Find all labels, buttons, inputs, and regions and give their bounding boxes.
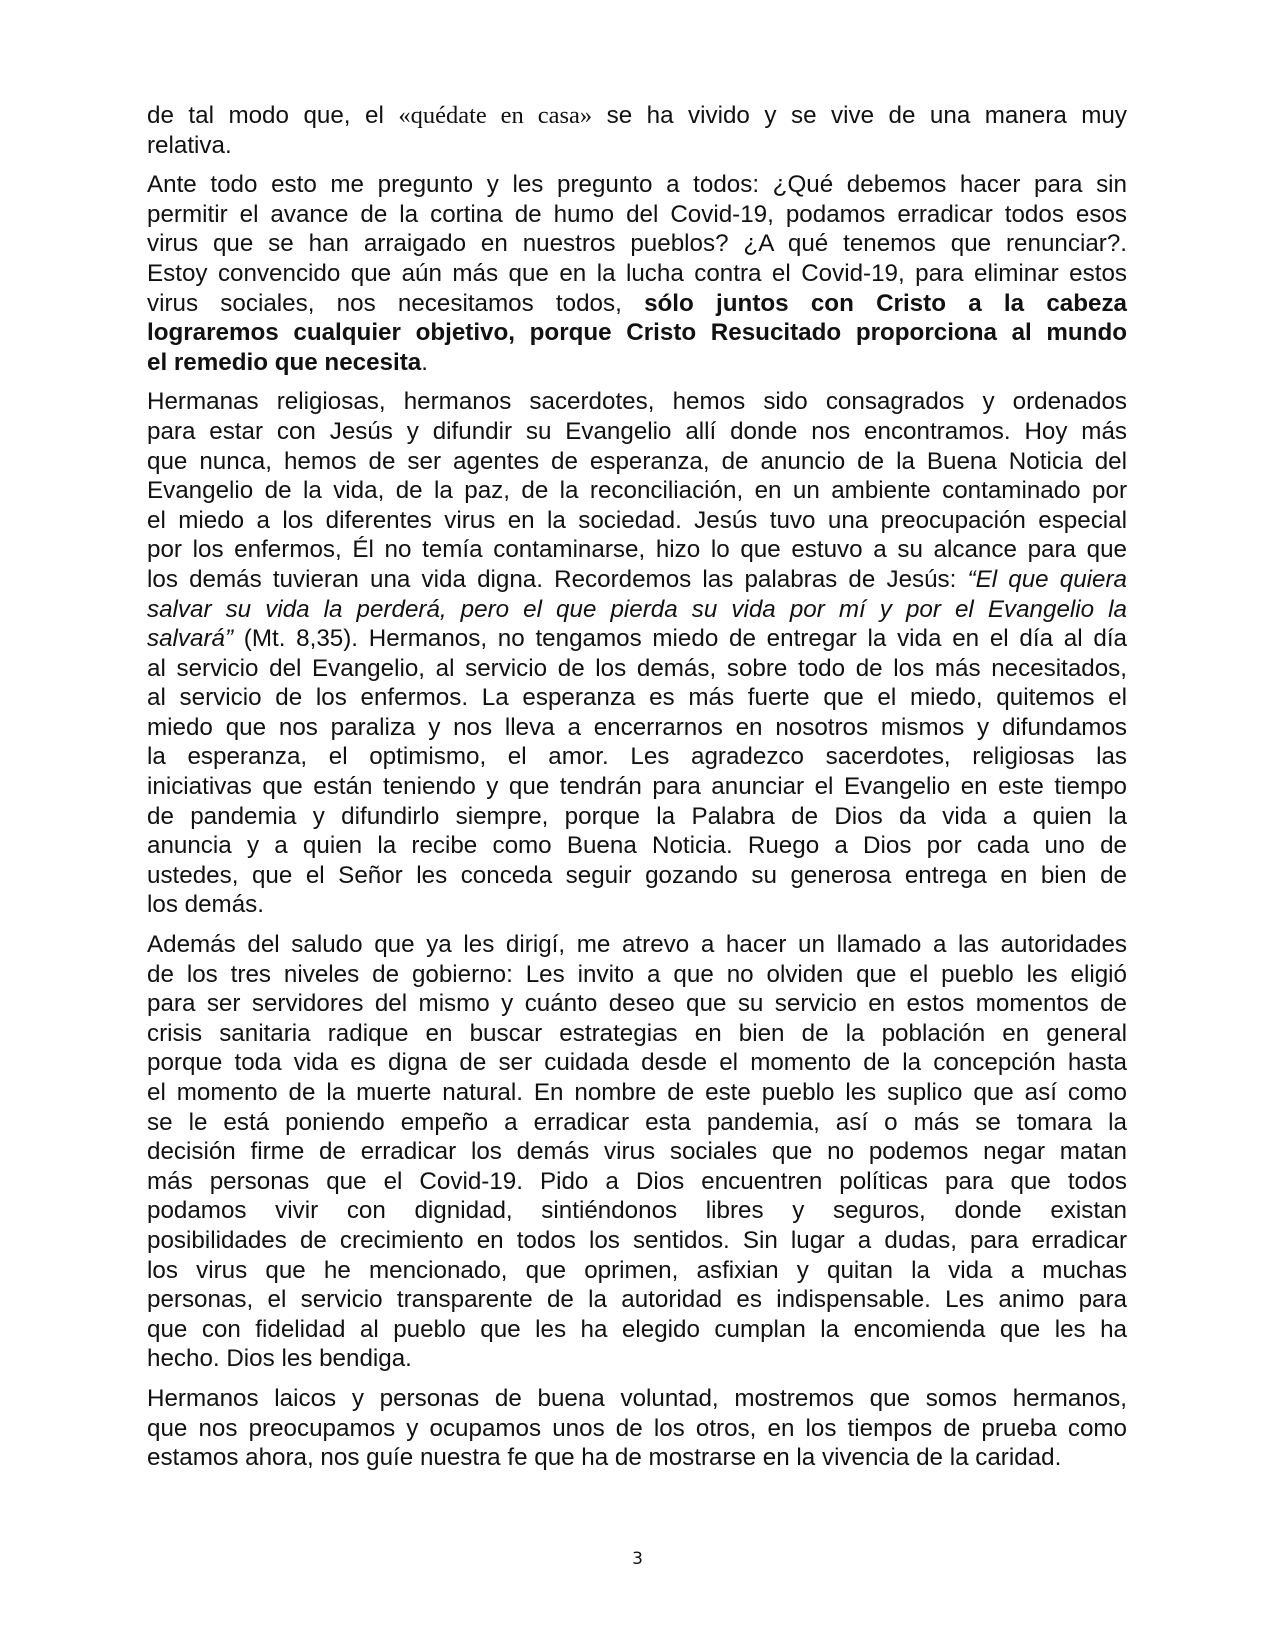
- text-line: [147, 930, 1127, 960]
- text-line: [147, 506, 1127, 536]
- text-line: [147, 831, 1127, 861]
- text-line: [147, 1108, 1127, 1138]
- text-line: [147, 1196, 1127, 1226]
- text-run: virus que se han arraigado en nuestros pueblos? ¿A qué tenemos que renunciar?.: [147, 230, 1127, 258]
- text-run: (Mt. 8,35). Hermanos, no tengamos miedo de entregar la vida en el día al día: [233, 625, 1127, 653]
- text-run: .: [421, 348, 428, 376]
- text-line: [147, 387, 1127, 417]
- text-run: Hermanos laicos y personas de buena voluntad, mostremos que somos hermanos,: [147, 1384, 1127, 1412]
- quote-italic: salvar su vida la perderá, pero el que pierda su vida por mí y por el Evangelio la: [147, 595, 1127, 623]
- text-line: [147, 713, 1127, 743]
- text-run: los virus que he mencionado, que oprimen, asfixian y quitan la vida a muchas: [147, 1256, 1127, 1284]
- quote-italic: salvará”: [147, 625, 234, 653]
- quote-italic: “El que quiera: [967, 565, 1127, 593]
- emphasis-bold: el remedio que necesita: [147, 348, 422, 376]
- text-run: miedo que nos paraliza y nos lleva a encerrarnos en nosotros mismos y difundamos: [147, 713, 1127, 741]
- text-line: [147, 1443, 1127, 1473]
- quoted-phrase: «quédate en casa»: [398, 102, 593, 129]
- text-line: [147, 535, 1127, 565]
- text-run: por los enfermos, Él no temía contaminarse, hizo lo que estuvo a su alcance para que: [147, 536, 1127, 564]
- text-line: [147, 1315, 1127, 1345]
- text-run: se ha vivido y se vive de una manera muy: [592, 102, 1127, 129]
- text-run: Ante todo esto me pregunto y les pregunto a todos: ¿Qué debemos hacer para sin: [147, 171, 1127, 199]
- text-run: al servicio de los enfermos. La esperanza es más fuerte que el miedo, quitemos el: [147, 684, 1127, 712]
- text-run: porque toda vida es digna de ser cuidada desde el momento de la concepción hasta: [147, 1049, 1127, 1077]
- text-line: [147, 1048, 1127, 1078]
- text-run: iniciativas que están teniendo y que tendrán para anunciar el Evangelio en este tiempo: [147, 773, 1127, 801]
- text-run: decisión firme de erradicar los demás virus sociales que no podemos negar matan: [147, 1138, 1127, 1166]
- text-line: [147, 1384, 1127, 1414]
- text-line: [147, 1167, 1127, 1197]
- text-run: el miedo a los diferentes virus en la sociedad. Jesús tuvo una preocupación especial: [147, 506, 1127, 534]
- text-line: [147, 1285, 1127, 1315]
- text-line: [147, 289, 1127, 319]
- text-run: que nunca, hemos de ser agentes de esperanza, de anuncio de la Buena Noticia del: [147, 447, 1127, 475]
- text-line: [147, 1226, 1127, 1256]
- text-line: [147, 1414, 1127, 1444]
- text-line: [147, 683, 1127, 713]
- text-line: [147, 742, 1127, 772]
- text-run: de tal modo que, el: [147, 102, 399, 129]
- text-run: más personas que el Covid-19. Pido a Dios encuentren políticas para que todos: [147, 1167, 1127, 1195]
- text-line: [147, 624, 1127, 654]
- text-run: hecho. Dios les bendiga.: [147, 1345, 412, 1373]
- text-line: [147, 348, 1127, 378]
- text-run: de pandemia y difundirlo siempre, porque la Palabra de Dios da vida a quien la: [147, 802, 1127, 830]
- text-line: [147, 1019, 1127, 1049]
- text-run: para estar con Jesús y difundir su Evangelio allí donde nos encontramos. Hoy más: [147, 417, 1127, 445]
- text-line: [147, 259, 1127, 289]
- text-run: personas, el servicio transparente de la autoridad es indispensable. Les animo para: [147, 1286, 1127, 1314]
- paragraph-4: [147, 930, 1127, 1374]
- body-text: [147, 101, 1127, 1483]
- text-line: [147, 1137, 1127, 1167]
- text-line: [147, 772, 1127, 802]
- text-run: al servicio del Evangelio, al servicio de los demás, sobre todo de los más necesitados,: [147, 654, 1127, 682]
- text-line: [147, 476, 1127, 506]
- paragraph-3: [147, 387, 1127, 920]
- text-line: [147, 654, 1127, 684]
- text-line: [147, 318, 1127, 348]
- text-line: [147, 802, 1127, 832]
- text-run: los demás tuvieran una vida digna. Recordemos las palabras de Jesús:: [147, 565, 968, 593]
- text-line: [147, 960, 1127, 990]
- emphasis-bold: sólo juntos con Cristo a la cabeza: [644, 289, 1127, 317]
- text-run: posibilidades de crecimiento en todos los sentidos. Sin lugar a dudas, para erradicar: [147, 1226, 1127, 1254]
- text-line: [147, 1078, 1127, 1108]
- text-line: [147, 565, 1127, 595]
- text-line: [147, 101, 1127, 131]
- text-run: podamos vivir con dignidad, sintiéndonos libres y seguros, donde existan: [147, 1197, 1127, 1225]
- text-run: que nos preocupamos y ocupamos unos de los otros, en los tiempos de prueba como: [147, 1414, 1127, 1442]
- text-run: Hermanas religiosas, hermanos sacerdotes, hemos sido consagrados y ordenados: [147, 388, 1127, 416]
- text-line: [147, 1344, 1127, 1374]
- text-run: crisis sanitaria radique en buscar estrategias en bien de la población en general: [147, 1019, 1127, 1047]
- page-number: 3: [632, 1549, 643, 1569]
- text-line: [147, 447, 1127, 477]
- text-line: [147, 417, 1127, 447]
- paragraph-5: [147, 1384, 1127, 1473]
- text-run: para ser servidores del mismo y cuánto deseo que su servicio en estos momentos de: [147, 990, 1127, 1018]
- text-run: estamos ahora, nos guíe nuestra fe que ha de mostrarse en la vivencia de la caridad.: [147, 1444, 1062, 1472]
- text-run: relativa.: [147, 131, 232, 159]
- text-line: [147, 131, 1127, 161]
- text-run: los demás.: [147, 891, 264, 919]
- text-line: [147, 890, 1127, 920]
- text-run: anuncia y a quien la recibe como Buena Noticia. Ruego a Dios por cada uno de: [147, 832, 1127, 860]
- text-run: el momento de la muerte natural. En nombre de este pueblo les suplico que así como: [147, 1079, 1127, 1106]
- emphasis-bold: lograremos cualquier objetivo, porque Cristo Resucitado proporciona al mundo: [147, 319, 1127, 347]
- text-run: que con fidelidad al pueblo que les ha elegido cumplan la encomienda que les ha: [147, 1315, 1127, 1343]
- text-line: [147, 989, 1127, 1019]
- text-line: [147, 595, 1127, 625]
- text-run: Además del saludo que ya les dirigí, me atrevo a hacer un llamado a las autoridades: [147, 931, 1127, 959]
- text-run: ustedes, que el Señor les conceda seguir gozando su generosa entrega en bien de: [147, 861, 1127, 889]
- text-run: se le está poniendo empeño a erradicar esta pandemia, así o más se tomara la: [147, 1108, 1127, 1136]
- text-line: [147, 861, 1127, 891]
- text-run: Estoy convencido que aún más que en la lucha contra el Covid-19, para eliminar estos: [147, 259, 1127, 287]
- paragraph-1: [147, 101, 1127, 160]
- text-line: [147, 170, 1127, 200]
- text-run: virus sociales, nos necesitamos todos,: [147, 289, 645, 317]
- paragraph-2: [147, 170, 1127, 377]
- text-run: de los tres niveles de gobierno: Les invito a que no olviden que el pueblo les eligió: [147, 960, 1127, 988]
- text-run: la esperanza, el optimismo, el amor. Les agradezco sacerdotes, religiosas las: [147, 743, 1127, 771]
- text-run: permitir el avance de la cortina de humo del Covid-19, podamos erradicar todos esos: [147, 200, 1127, 228]
- text-line: [147, 200, 1127, 230]
- text-run: Evangelio de la vida, de la paz, de la reconciliación, en un ambiente contaminado por: [147, 477, 1127, 505]
- text-line: [147, 1256, 1127, 1286]
- text-line: [147, 229, 1127, 259]
